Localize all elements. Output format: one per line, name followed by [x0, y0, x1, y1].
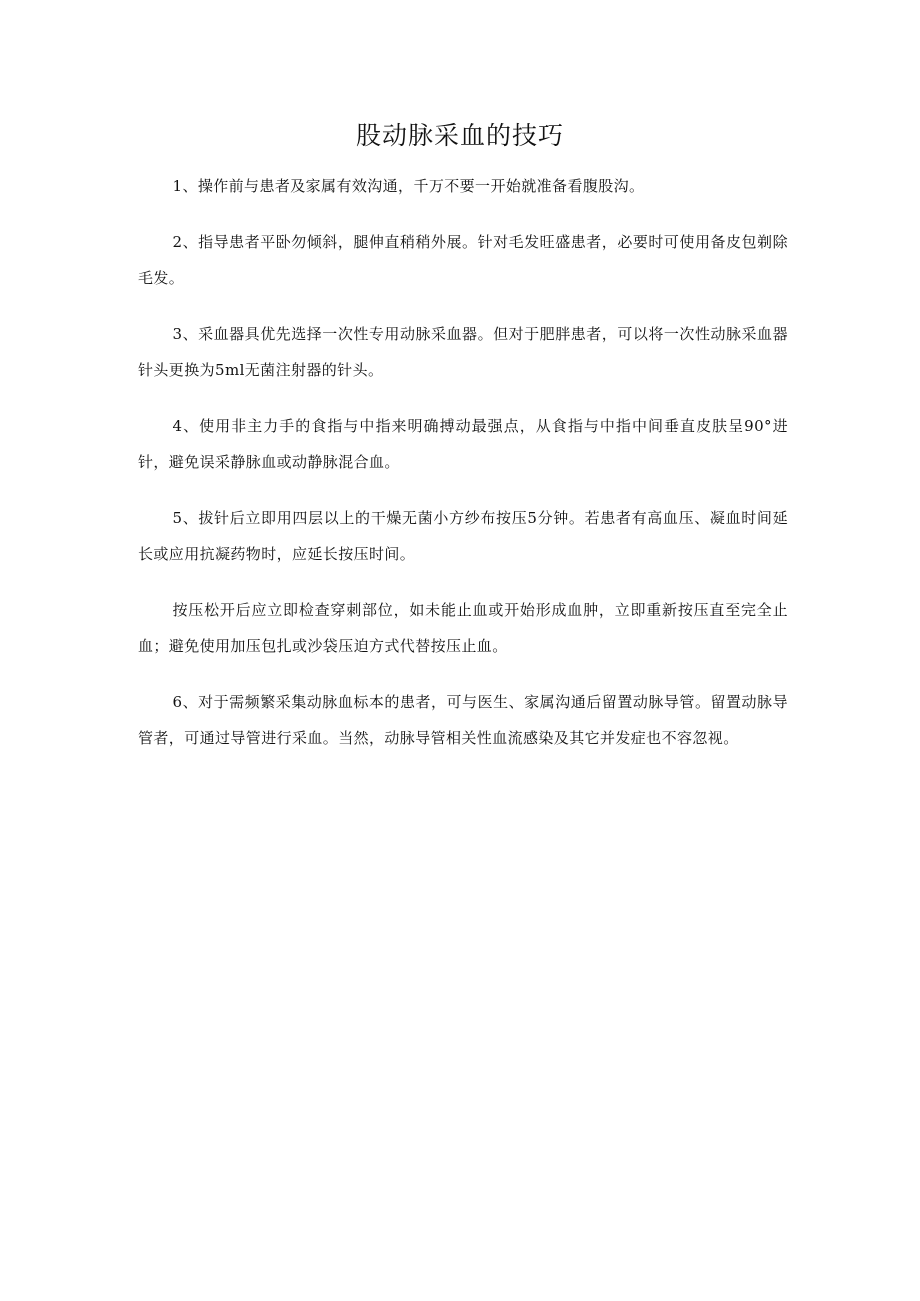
paragraph-5: 5、拔针后立即用四层以上的干燥无菌小方纱布按压5分钟。若患者有高血压、凝血时间延长或应用抗凝药物时，应延长按压时间。 — [138, 509, 788, 563]
paragraph-2: 2、指导患者平卧勿倾斜，腿伸直稍稍外展。针对毛发旺盛患者，必要时可使用备皮包剃除毛发。 — [138, 233, 788, 287]
paragraph-5-note: 按压松开后应立即检查穿刺部位，如未能止血或开始形成血肿，立即重新按压直至完全止血；避免使用加压包扎或沙袋压迫方式代替按压止血。 — [138, 601, 788, 655]
document-title: 股动脉采血的技巧 — [355, 121, 564, 150]
paragraph-4: 4、使用非主力手的食指与中指来明确搏动最强点，从食指与中指中间垂直皮肤呈90°进针，避免误采静脉血或动静脉混合血。 — [138, 417, 788, 471]
paragraph-1: 1、操作前与患者及家属有效沟通，千万不要一开始就准备看腹股沟。 — [172, 177, 645, 195]
document-body — [138, 168, 788, 776]
paragraph-3: 3、采血器具优先选择一次性专用动脉采血器。但对于肥胖患者，可以将一次性动脉采血器针头更换为5ml无菌注射器的针头。 — [138, 325, 788, 379]
paragraph-6: 6、对于需频繁采集动脉血标本的患者，可与医生、家属沟通后留置动脉导管。留置动脉导管者，可通过导管进行采血。当然，动脉导管相关性血流感染及其它并发症也不容忽视。 — [138, 693, 788, 747]
